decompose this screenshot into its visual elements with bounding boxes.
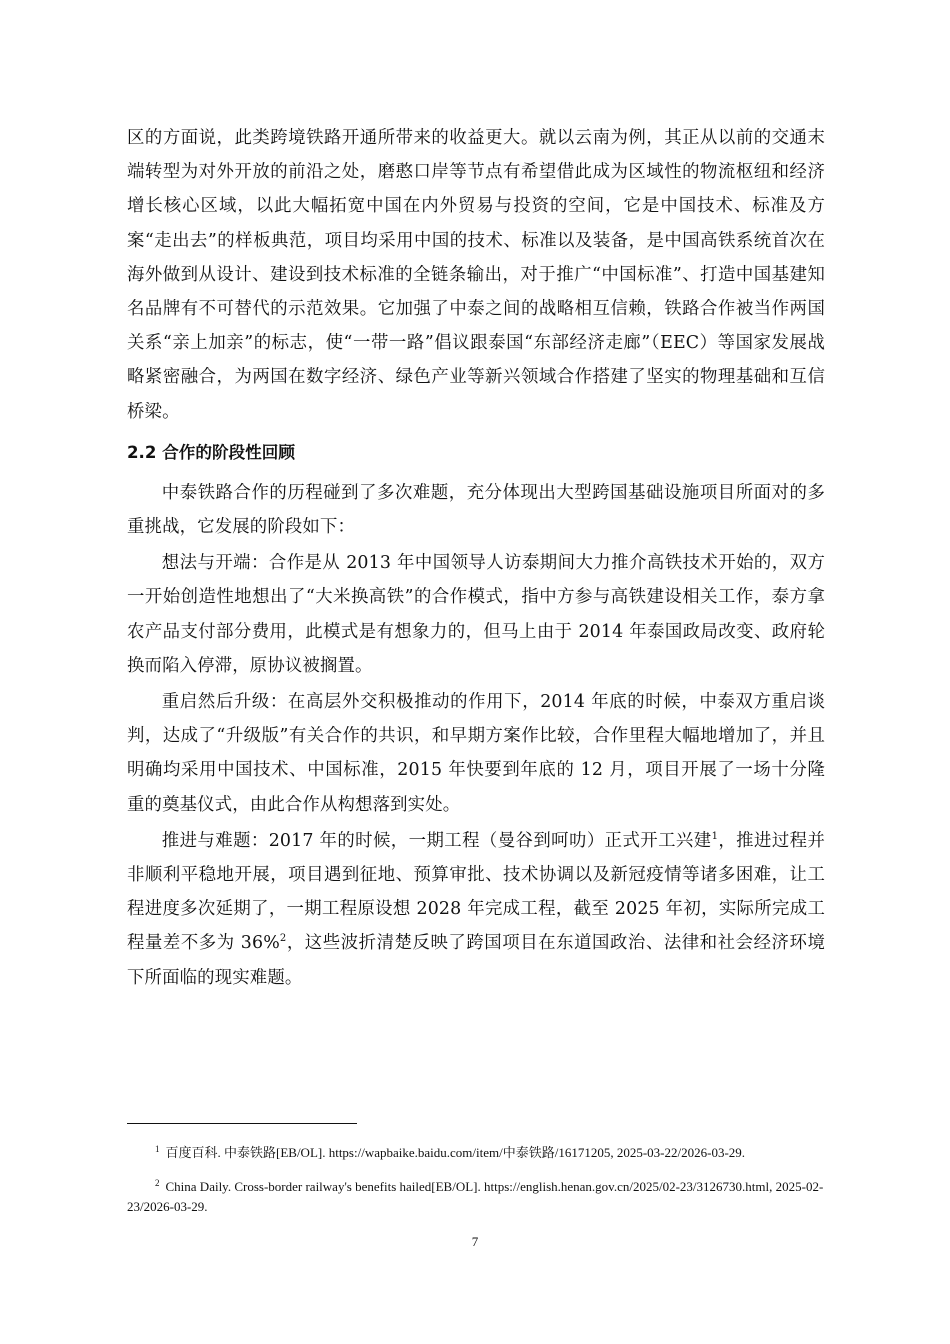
page-number: 7 <box>471 1234 479 1249</box>
paragraph-stage-progress <box>127 824 825 995</box>
body-text <box>127 121 825 995</box>
footnote-mark: 2 <box>155 1177 160 1188</box>
footnote-reference[interactable]: 1 <box>711 831 719 843</box>
paragraph-text-part: ，这些波折清楚反映了跨国项目在东道国政治、法律和社会经济环境下所面临的现实难题。 <box>127 933 825 988</box>
paragraph-overview: 中泰铁路合作的历程碰到了多次难题，充分体现出大型跨国基础设施项目所面对的多重挑战，它发展的阶段如下： <box>127 482 825 538</box>
footnote-reference[interactable]: 2 <box>279 933 287 945</box>
footnote-text: China Daily. Cross-border railway's benefits hailed[EB/OL]. https://english.henan.gov.cn/2025/02-23/3126730.html, 2025-02-23/2026-03-29. <box>127 1179 824 1214</box>
paragraph-text-part: 推进与难题：2017 年的时候，一期工程（曼谷到呵叻）正式开工兴建 <box>161 830 712 851</box>
footnote-item <box>127 1143 825 1163</box>
paragraph-intro: 区的方面说，此类跨境铁路开通所带来的收益更大。就以云南为例，其正从以前的交通末端转型为对外开放的前沿之处，磨憨口岸等节点有希望借此成为区域性的物流枢纽和经济增长核心区域，以此大幅拓宽中国在内外贸易与投资的空间，它是中国技术、标准及方案“走出去”的样板典范，项目均采用中国的技术、标准以及装备，是中国高铁系统首次在海外做到从设计、建设到技术标准的全链条输出，对于推广“中国标准”、打造中国基建知名品牌有不可替代的示范效果。它加强了中泰之间的战略相互信赖，铁路合作被当作两国关系“亲上加亲”的标志，使“一带一路”倡议跟泰国“东部经济走廊”（EEC）等国家发展战略紧密融合，为两国在数字经济、绿色产业等新兴领域合作搭建了坚实的物理基础和互信桥梁。 <box>127 128 825 422</box>
footnote-item <box>127 1177 825 1217</box>
section-heading: 2.2 合作的阶段性回顾 <box>127 442 295 462</box>
footnotes <box>127 1143 825 1231</box>
footnote-text: 百度百科. 中泰铁路[EB/OL]. https://wapbaike.baidu.com/item/中泰铁路/16171205, 2025-03-22/2026-03-29. <box>165 1145 746 1160</box>
footnote-divider <box>127 1123 357 1124</box>
footnote-mark: 1 <box>155 1143 160 1154</box>
paragraph-stage-beginning: 想法与开端：合作是从 2013 年中国领导人访泰期间大力推介高铁技术开始的，双方一开始创造性地想出了“大米换高铁”的合作模式，指中方参与高铁建设相关工作，泰方拿农产品支付部分费用，此模式是有想象力的，但马上由于 2014 年泰国政局改变、政府轮换而陷入停滞，原协议被搁置。 <box>127 553 825 676</box>
paragraph-text-part: ，推进过程并非顺利平稳地开展，项目遇到征地、预算审批、技术协调以及新冠疫情等诸多困难，让工程进度多次延期了，一期工程原设想 2028 年完成工程，截至 2025 年初，实际所完成工程量差不多为 36% <box>127 830 825 954</box>
paragraph-stage-restart: 重启然后升级：在高层外交积极推动的作用下，2014 年底的时候，中泰双方重启谈判，达成了“升级版”有关合作的共识，和早期方案作比较，合作里程大幅地增加了，并且明确均采用中国技术、中国标准，2015 年快要到年底的 12 月，项目开展了一场十分隆重的奠基仪式，由此合作从构想落到实处。 <box>127 692 825 815</box>
